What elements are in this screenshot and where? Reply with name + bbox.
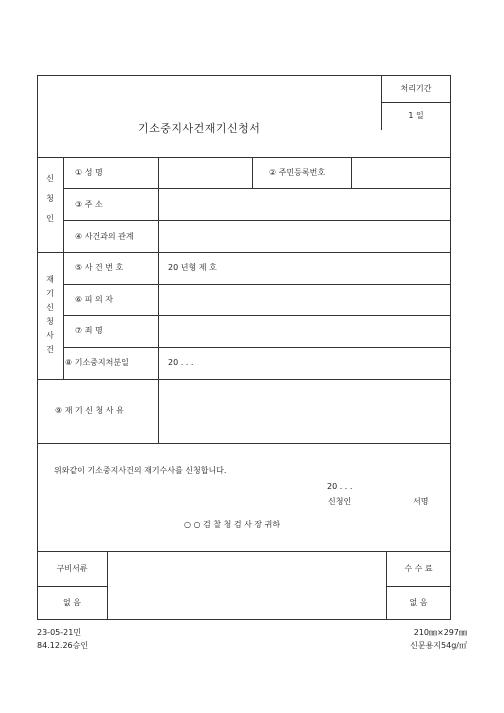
resident-no-label: ② 주민등록번호 — [269, 168, 326, 177]
applicant-sign-label: 신청인 — [328, 497, 352, 506]
fee-value: 없 음 — [409, 598, 428, 607]
divider — [37, 551, 451, 552]
documents-value: 없 음 — [63, 598, 81, 607]
divider — [252, 157, 253, 188]
resident-no-field[interactable] — [352, 158, 451, 188]
processing-period-label: 처리기간 — [400, 84, 432, 93]
reason-field[interactable] — [159, 380, 451, 443]
form-code: 23-05-21민 — [37, 628, 82, 637]
paper-type: 신문용지54g/㎡ — [410, 641, 467, 650]
form-title: 기소중지사건재기신청서 — [138, 122, 261, 135]
fee-label: 수 수 료 — [404, 564, 433, 573]
paper-size: 210㎜×297㎜ — [413, 628, 467, 637]
declaration-statement: 위와같이 기소중지사건의 재기수사를 신청합니다. — [54, 466, 227, 475]
divider — [37, 252, 451, 253]
divider — [63, 157, 64, 379]
case-no-value[interactable]: 20 년형 제 호 — [168, 263, 217, 272]
name-label: ① 성 명 — [75, 168, 103, 177]
applicant-section-label: 신 청 인 — [46, 174, 54, 223]
crime-field[interactable] — [159, 316, 451, 347]
divider — [386, 586, 451, 587]
signature-label: 서명 — [413, 497, 429, 506]
relation-label: ④ 사건과의 관계 — [75, 232, 134, 241]
divider — [37, 443, 451, 444]
suspension-date-label: ⑧ 기소중지처분일 — [65, 358, 129, 367]
divider — [63, 347, 451, 348]
crime-label: ⑦ 죄 명 — [75, 326, 103, 335]
divider — [381, 102, 451, 103]
case-section-label: 재 기 신 청 사 건 — [46, 275, 54, 354]
address-label: ③ 주 소 — [75, 200, 103, 209]
documents-label: 구비서류 — [56, 564, 88, 573]
divider — [107, 551, 108, 620]
suspect-label: ⑥ 피 의 자 — [75, 295, 113, 304]
reason-label: ⑨ 재 기 신 청 사 유 — [55, 406, 124, 415]
suspect-field[interactable] — [159, 285, 451, 315]
divider — [37, 586, 107, 587]
approval-date: 84.12.26승인 — [37, 641, 89, 650]
processing-period-value: 1 일 — [408, 111, 424, 120]
name-field[interactable] — [159, 158, 252, 188]
case-no-label: ⑤ 사 건 번 호 — [75, 263, 124, 272]
suspension-date-value[interactable]: 20 . . . — [168, 358, 194, 367]
relation-field[interactable] — [159, 221, 451, 252]
declaration-date[interactable]: 20 . . . — [327, 482, 353, 491]
addressee: ○ ○ 검 찰 청 검 사 장 귀하 — [184, 520, 281, 529]
address-field[interactable] — [159, 189, 451, 220]
